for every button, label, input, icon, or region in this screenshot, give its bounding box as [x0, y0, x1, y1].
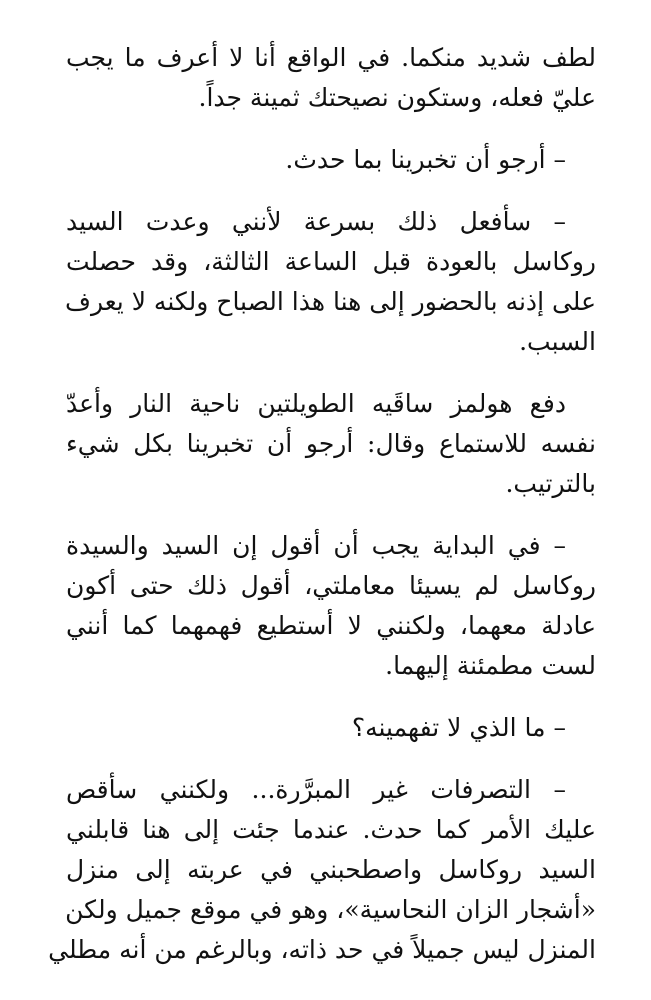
text-line: روكاسل بالعودة قبل الساعة الثالثة، وقد حصلت — [66, 247, 596, 276]
text-line: – ما الذي لا تفهمينه؟ — [351, 713, 566, 742]
dialog-paragraph — [48, 770, 596, 970]
text-line: عليك الأمر كما حدث. عندما جئت إلى هنا قابلني — [66, 815, 596, 844]
text-line: «أشجار الزان النحاسية»، وهو في موقع جميل ولكن — [65, 895, 596, 924]
text-line: السبب. — [519, 327, 596, 356]
text-line: – سأفعل ذلك بسرعة لأنني وعدت السيد — [66, 207, 566, 236]
text-line: – في البداية يجب أن أقول إن السيد والسيدة — [66, 531, 566, 560]
book-page — [48, 38, 596, 992]
dialog-paragraph — [66, 526, 596, 686]
text-line: على إذنه بالحضور إلى هنا هذا الصباح ولكنه لا يعرف — [65, 287, 596, 316]
dialog-paragraph — [66, 708, 596, 748]
text-line: بالترتيب. — [505, 469, 596, 498]
text-line: لست مطمئنة إليهما. — [385, 651, 596, 680]
dialog-paragraph — [66, 140, 596, 180]
text-line: عليّ فعله، وستكون نصيحتك ثمينة جداً. — [198, 83, 596, 112]
text-line: روكاسل لم يسيئا معاملتي، أقول ذلك حتى أكون — [66, 571, 596, 600]
paragraph — [66, 38, 596, 118]
dialog-paragraph — [66, 202, 596, 362]
text-line: لطف شديد منكما. في الواقع أنا لا أعرف ما يجب — [66, 43, 596, 72]
text-line: عادلة معهما، ولكنني لا أستطيع فهمهما كما أنني — [66, 611, 596, 640]
text-line: – التصرفات غير المبرَّرة... ولكنني سأقص — [66, 775, 566, 804]
narration-paragraph — [66, 384, 596, 504]
text-line: المنزل ليس جميلاً في حد ذاته، وبالرغم من أنه مطلي — [48, 935, 596, 964]
text-line: دفع هولمز ساقَيه الطويلتين ناحية النار وأعدّ — [66, 389, 566, 418]
text-line: – أرجو أن تخبرينا بما حدث. — [285, 145, 566, 174]
text-line: نفسه للاستماع وقال: أرجو أن تخبرينا بكل شيء — [66, 429, 596, 458]
text-line: السيد روكاسل واصطحبني في عربته إلى منزل — [66, 855, 596, 884]
